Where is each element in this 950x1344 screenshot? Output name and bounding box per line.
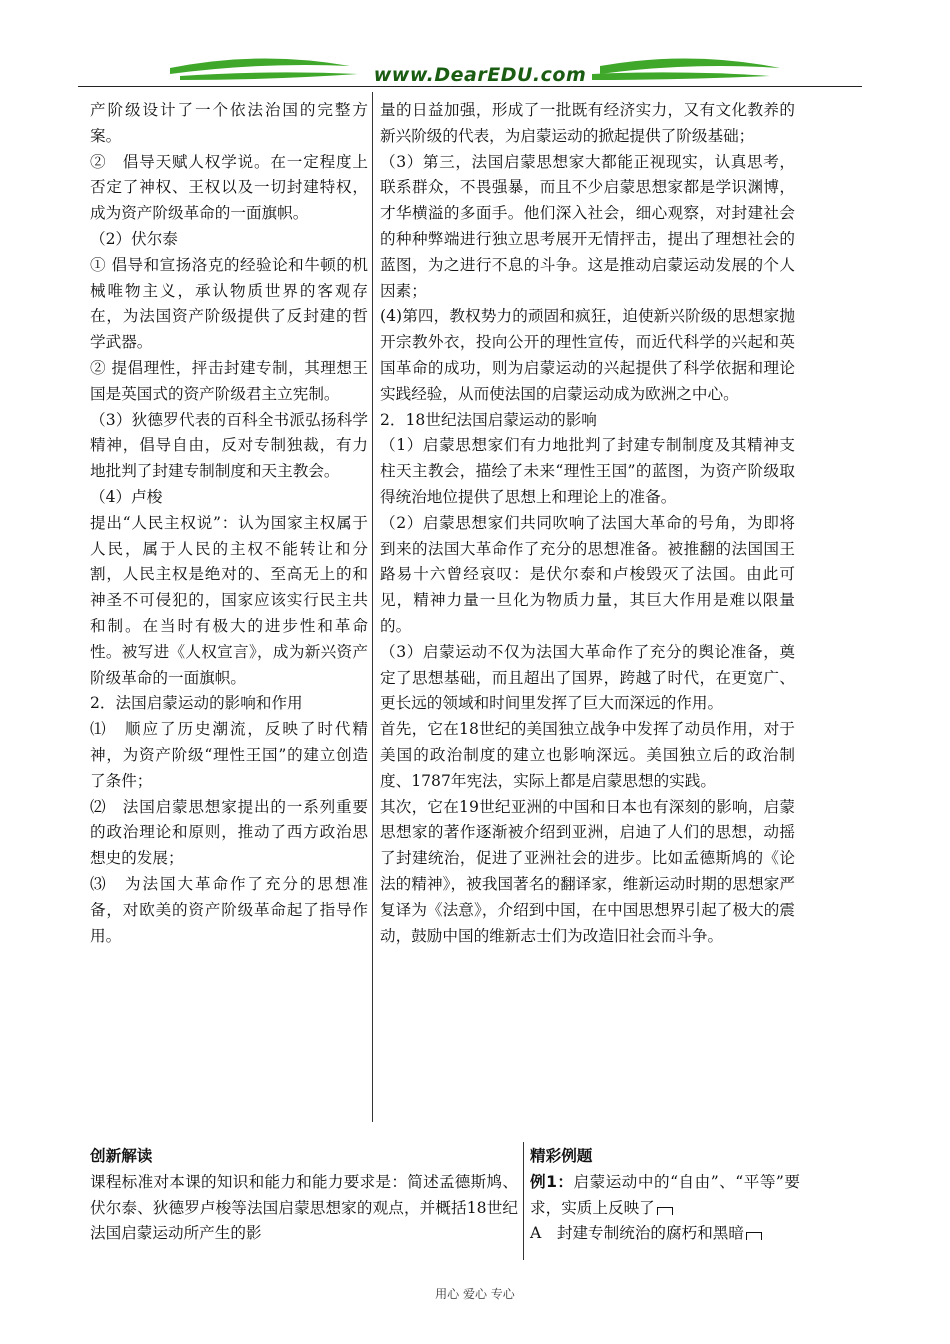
paragraph: （1）启蒙思想家们有力地批判了封建专制制度及其精神支柱天主教会，描绘了未来“理性王国”的蓝图，为资产阶级取得统治地位提供了思想上和理论上的准备。 [380,436,795,506]
example-question [530,1170,800,1222]
paragraph: ⑴ 顺应了历史潮流，反映了时代精神，为资产阶级“理性王国”的建立创造了条件； [90,720,368,790]
paragraph: （3）启蒙运动不仅为法国大革命作了充分的舆论准备，奠定了思想基础，而且超出了国界，跨越了时代，在更宽广、更长远的领域和时间里发挥了巨大而深远的作用。 [380,642,795,713]
left-column [90,98,368,949]
site-logo-text: www.DearEDU.com [373,64,587,86]
paragraph: ⑵ 法国启蒙思想家提出的一系列重要的政治理论和原则，推动了西方政治思想史的发展； [90,797,368,868]
section-heading: 2．18世纪法国启蒙运动的影响 [380,410,597,429]
header-rule [78,86,862,87]
section-heading: 2．法国启蒙运动的影响和作用 [90,694,303,713]
section-heading: 精彩例题 [530,1147,593,1165]
paragraph: ⑶ 为法国大革命作了充分的思想准备，对欧美的资产阶级革命起了指导作用。 [90,874,368,945]
paragraph: 其次，它在19世纪亚洲的中国和日本也有深刻的影响，启蒙思想家的著作逐渐被介绍到亚洲，启迪了人们的思想，动摇了封建统治，促进了亚洲社会的进步。比如孟德斯鸠的《论法的精神》，被我国著名的翻译家，维新运动时期的思想家严复译为《法意》，介绍到中国，在中国思想界引起了极大的震动，鼓励中国的维新志士们为改造旧社会而斗争。 [380,797,795,945]
paragraph: （2）伏尔泰 [90,229,178,248]
answer-bracket [746,1232,762,1240]
example-label: 例1： [530,1172,574,1191]
section-heading: 创新解读 [90,1147,153,1165]
answer-option [530,1221,800,1247]
paragraph: （3）第三，法国启蒙思想家大都能正视现实，认真思考，联系群众，不畏强暴，而且不少启蒙思想家都是学识渊博，才华横溢的多面手。他们深入社会，细心观察，对封建社会的种种弊端进行独立思考展开无情抨击，提出了理想社会的蓝图，为之进行不息的斗争。这是推动启蒙运动发展的个人因素； [380,152,795,300]
example-section [530,1144,800,1247]
paragraph: 提出“人民主权说”：认为国家主权属于人民，属于人民的主权不能转让和分割，人民主权是绝对的、至高无上的和神圣不可侵犯的，国家应该实行民主共和制。在当时有极大的进步性和革命性。被写进《人权宣言》，成为新兴资产阶级革命的一面旗帜。 [90,513,368,687]
interpretation-section [90,1144,518,1247]
paragraph: 课程标准对本课的知识和能力和能力要求是：简述孟德斯鸠、伏尔泰、狄德罗卢梭等法国启蒙思想家的观点，并概括18世纪法国启蒙运动所产生的影 [90,1172,518,1243]
example-text: 启蒙运动中的“自由”、“平等”要求，实质上反映了 [530,1172,800,1217]
paragraph: 产阶级设计了一个依法治国的完整方案。 [90,101,368,145]
paragraph: 量的日益加强，形成了一批既有经济实力，又有文化教养的新兴阶级的代表，为启蒙运动的掀起提供了阶级基础； [380,101,795,145]
paragraph: 首先，它在18世纪的美国独立战争中发挥了动员作用，对于美国的政治制度的建立也影响深远。美国独立后的政治制度、1787年宪法，实际上都是启蒙思想的实践。 [380,720,795,790]
paragraph: (4)第四，教权势力的顽固和疯狂，迫使新兴阶级的思想家抛开宗教外衣，投向公开的理性宣传，而近代科学的兴起和英国革命的成功，则为启蒙运动的兴起提供了科学依据和理论实践经验，从而使法国的启蒙运动成为欧洲之中心。 [380,307,795,403]
paragraph: （2）启蒙思想家们共同吹响了法国大革命的号角，为即将到来的法国大革命作了充分的思想准备。被推翻的法国国王路易十六曾经哀叹：是伏尔泰和卢梭毁灭了法国。由此可见，精神力量一旦化为物质力量，其巨大作用是难以限量的。 [380,513,795,635]
paragraph: ① 倡导和宣扬洛克的经验论和牛顿的机械唯物主义，承认物质世界的客观存在，为法国资产阶级提供了反封建的哲学武器。 [90,255,368,352]
paragraph: ② 提倡理性，抨击封建专制，其理想王国是英国式的资产阶级君主立宪制。 [90,358,368,403]
paragraph: ② 倡导天赋人权学说。在一定程度上否定了神权、王权以及一切封建特权，成为资产阶级革命的一面旗帜。 [90,152,368,223]
right-column [380,98,795,949]
page-header [0,40,950,100]
column-divider [372,92,373,1122]
page-footer: 用心 爱心 专心 [435,1287,515,1301]
column-divider [523,1142,524,1260]
answer-bracket [657,1207,673,1215]
paragraph: （3）狄德罗代表的百科全书派弘扬科学精神，倡导自由，反对专制独裁，有力地批判了封建专制制度和天主教会。 [90,410,368,481]
paragraph: （4）卢梭 [90,487,163,506]
option-text: A 封建专制统治的腐朽和黑暗 [530,1224,744,1243]
